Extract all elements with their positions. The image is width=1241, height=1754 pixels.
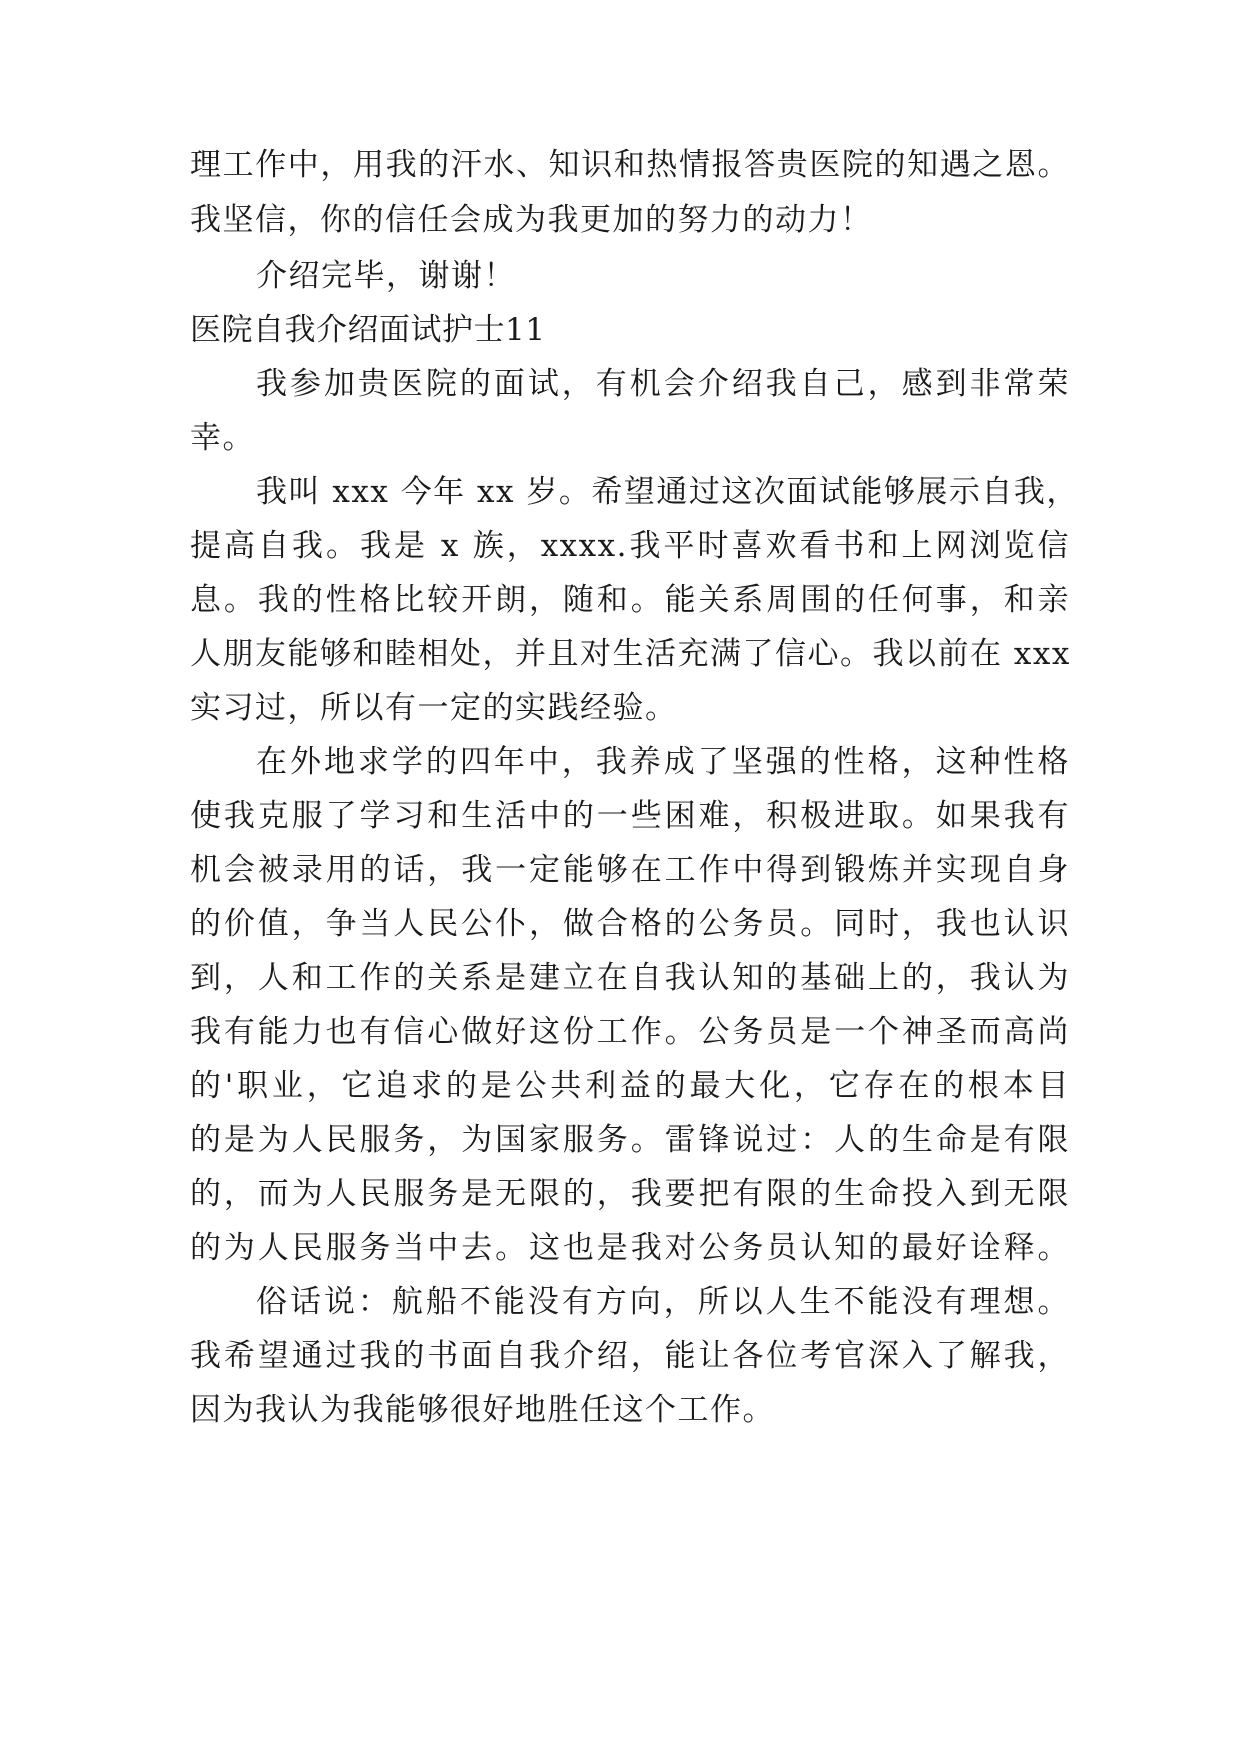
text-line: 的为人民服务当中去。这也是我对公务员认知的最好诠释。 <box>190 1230 1070 1266</box>
text-line: 幸。 <box>190 420 255 456</box>
text-line: 我叫 xxx 今年 xx 岁。希望通过这次面试能够展示自我， <box>256 474 1079 510</box>
text-line: 实习过，所以有一定的实践经验。 <box>190 690 678 726</box>
text-line: 提高自我。我是 x 族，xxxx.我平时喜欢看书和上网浏览信 <box>190 528 1070 564</box>
text-line: 我希望通过我的书面自我介绍，能让各位考官深入了解我， <box>190 1338 1070 1374</box>
text-line: 我坚信，你的信任会成为我更加的努力的动力！ <box>190 202 873 238</box>
text-line: 息。我的性格比较开朗，随和。能关系周围的任何事，和亲 <box>190 582 1070 618</box>
text-line: 我参加贵医院的面试，有机会介绍我自己，感到非常荣 <box>256 366 1070 402</box>
text-line: 的，而为人民服务是无限的，我要把有限的生命投入到无限 <box>190 1176 1070 1212</box>
text-line: 机会被录用的话，我一定能够在工作中得到锻炼并实现自身 <box>190 852 1070 888</box>
text-line: 我有能力也有信心做好这份工作。公务员是一个神圣而高尚 <box>190 1014 1070 1050</box>
text-line: 因为我认为我能够很好地胜任这个工作。 <box>190 1392 775 1428</box>
text-line: 的是为人民服务，为国家服务。雷锋说过：人的生命是有限 <box>190 1122 1070 1158</box>
text-line: 人朋友能够和睦相处，并且对生活充满了信心。我以前在 xxx <box>190 636 1071 672</box>
text-line: 到，人和工作的关系是建立在自我认知的基础上的，我认为 <box>190 960 1070 996</box>
text-line: 俗话说：航船不能没有方向，所以人生不能没有理想。 <box>256 1284 1070 1320</box>
closing-line: 介绍完毕，谢谢！ <box>256 258 516 294</box>
section-title: 医院自我介绍面试护士11 <box>190 312 546 348</box>
text-line: 在外地求学的四年中，我养成了坚强的性格，这种性格 <box>256 744 1070 780</box>
text-line: 理工作中，用我的汗水、知识和热情报答贵医院的知遇之恩。 <box>190 147 1070 183</box>
text-line: 使我克服了学习和生活中的一些困难，积极进取。如果我有 <box>190 798 1070 834</box>
text-line: 的价值，争当人民公仆，做合格的公务员。同时，我也认识 <box>190 906 1070 942</box>
text-line: 的'职业，它追求的是公共利益的最大化，它存在的根本目 <box>190 1068 1070 1104</box>
